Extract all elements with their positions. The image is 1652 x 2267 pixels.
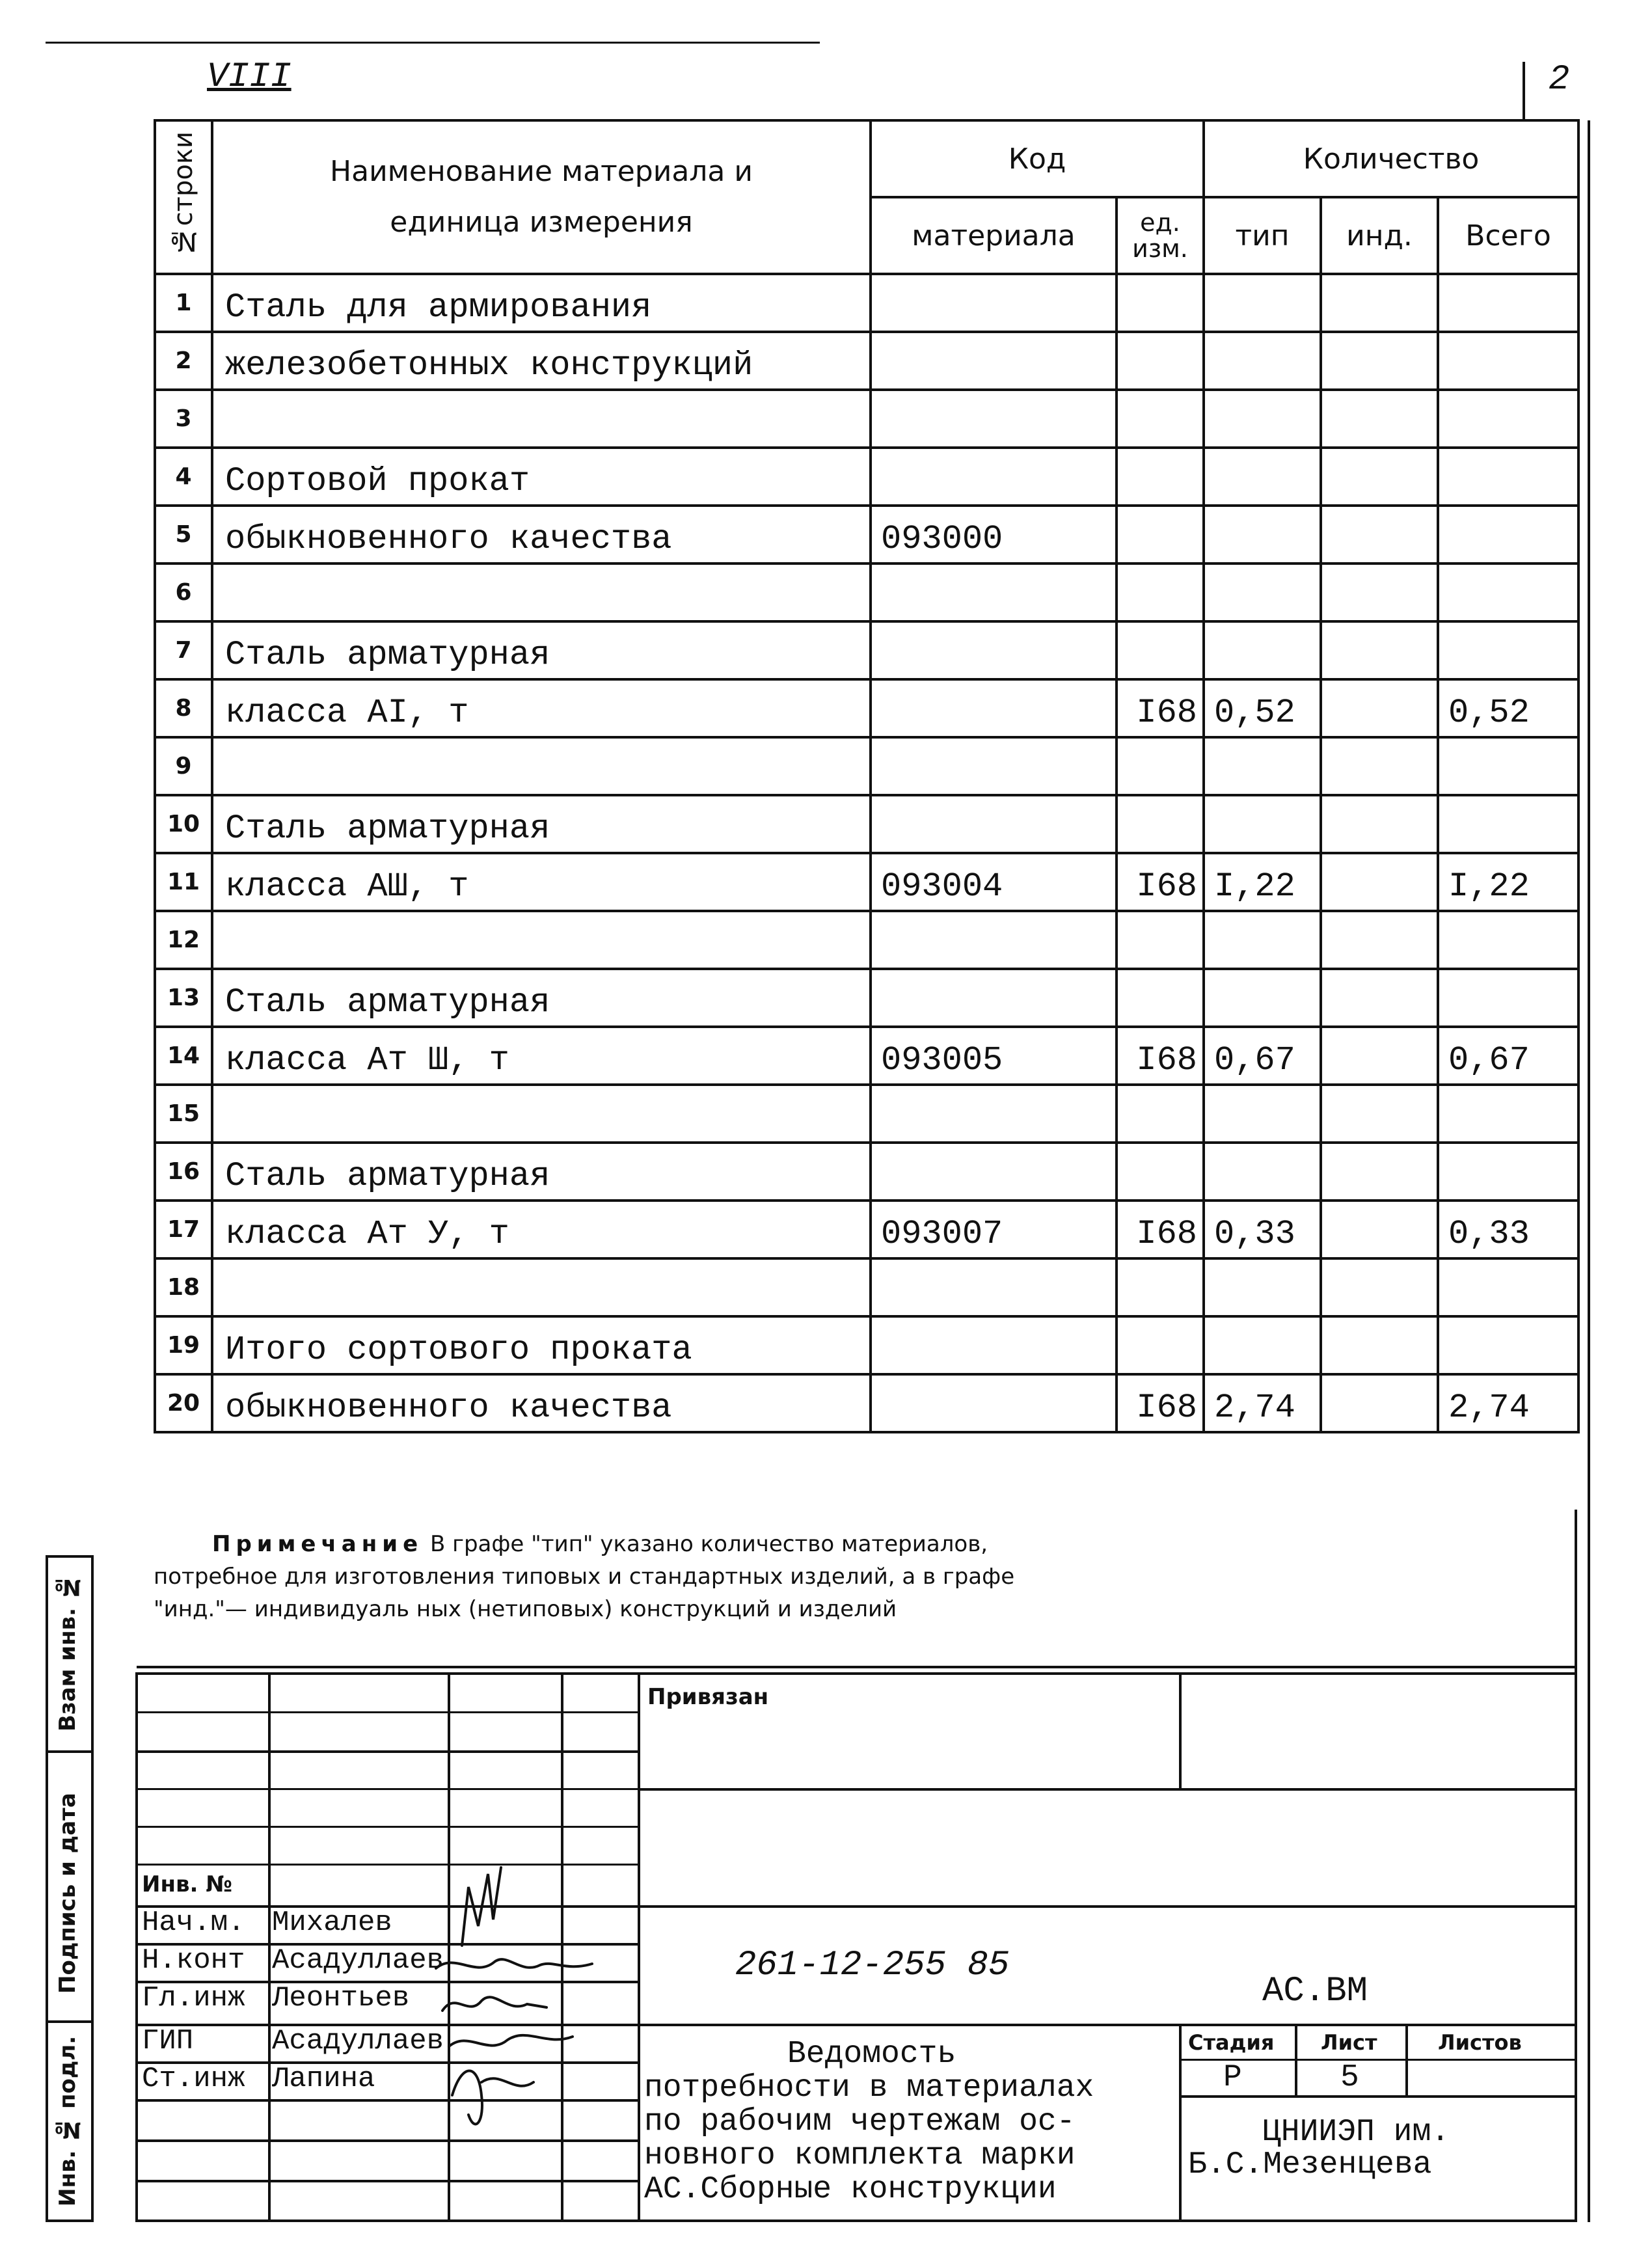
qty-type-cell xyxy=(1204,911,1321,969)
tb-privyazan-split xyxy=(1179,1672,1182,1789)
qty-type-cell: 0,33 xyxy=(1204,1201,1321,1258)
table-row xyxy=(155,853,1578,911)
table-row xyxy=(155,506,1578,563)
tb-stage-col-1 xyxy=(1295,2024,1297,2097)
material-code-cell xyxy=(871,737,1117,795)
table-row xyxy=(155,274,1578,332)
table-row xyxy=(155,563,1578,621)
row-number-cell: 14 xyxy=(155,1027,212,1085)
tb-stage-split xyxy=(1179,2024,1182,2222)
top-right-tick xyxy=(1523,62,1525,120)
qty-type-cell xyxy=(1204,969,1321,1027)
qty-ind-cell xyxy=(1321,737,1438,795)
qty-type-cell: 2,74 xyxy=(1204,1374,1321,1432)
table-row xyxy=(155,1201,1578,1258)
person-name: Асадуллаев xyxy=(272,1944,444,1977)
row-number-cell: 20 xyxy=(155,1374,212,1432)
qty-total-cell: 0,67 xyxy=(1438,1027,1578,1085)
material-code-cell xyxy=(871,1258,1117,1316)
material-code-cell xyxy=(871,274,1117,332)
table-row xyxy=(155,390,1578,448)
table-row xyxy=(155,911,1578,969)
material-name-cell: Итого сортового проката xyxy=(212,1316,871,1374)
top-rule xyxy=(46,42,820,44)
sheet-value: 5 xyxy=(1340,2060,1359,2095)
row-number-cell: 2 xyxy=(155,332,212,390)
tb-row-4 xyxy=(135,1826,639,1828)
material-code-cell xyxy=(871,1085,1117,1143)
unit-code-cell: I68 xyxy=(1117,1201,1204,1258)
qty-type-cell xyxy=(1204,274,1321,332)
table-row xyxy=(155,1143,1578,1201)
stage-value: Р xyxy=(1223,2060,1242,2095)
row-number-cell: 13 xyxy=(155,969,212,1027)
org-line-2: Б.С.Мезенцева xyxy=(1188,2147,1432,2182)
qty-total-cell xyxy=(1438,795,1578,853)
material-name-cell xyxy=(212,1258,871,1316)
header-name: Наименование материала и единица измерения xyxy=(212,120,871,274)
material-name-cell xyxy=(212,737,871,795)
qty-ind-cell xyxy=(1321,1027,1438,1085)
tb-mid-line xyxy=(638,1905,1577,1908)
stage-label: Стадия xyxy=(1188,2030,1275,2055)
unit-code-cell: I68 xyxy=(1117,1027,1204,1085)
note xyxy=(154,1528,1064,1625)
qty-total-cell: 2,74 xyxy=(1438,1374,1578,1432)
unit-code-cell: I68 xyxy=(1117,1374,1204,1432)
signature-lapina xyxy=(452,2071,534,2124)
material-name-cell: Сталь арматурная xyxy=(212,1143,871,1201)
qty-ind-cell xyxy=(1321,1316,1438,1374)
tb-stage-row-2 xyxy=(1179,2095,1577,2098)
material-name-cell xyxy=(212,1085,871,1143)
material-name-cell xyxy=(212,390,871,448)
side-label-podpis: Подпись и дата xyxy=(55,1793,81,1994)
tb-title-top xyxy=(638,2024,1577,2026)
header-qty-total: Всего xyxy=(1438,197,1578,274)
unit-code-cell xyxy=(1117,274,1204,332)
header-qty-type: тип xyxy=(1204,197,1321,274)
unit-code-cell xyxy=(1117,911,1204,969)
qty-type-cell: I,22 xyxy=(1204,853,1321,911)
qty-ind-cell xyxy=(1321,1085,1438,1143)
qty-ind-cell xyxy=(1321,853,1438,911)
unit-code-cell xyxy=(1117,969,1204,1027)
person-name: Асадуллаев xyxy=(272,2025,444,2057)
row-number-cell: 18 xyxy=(155,1258,212,1316)
unit-code-cell xyxy=(1117,332,1204,390)
material-name-cell: обыкновенного качества xyxy=(212,506,871,563)
material-name-cell: класса AШ, т xyxy=(212,853,871,911)
unit-code-cell xyxy=(1117,621,1204,679)
row-number-cell: 4 xyxy=(155,448,212,506)
row-number-cell: 7 xyxy=(155,621,212,679)
material-code-cell: 093004 xyxy=(871,853,1117,911)
qty-ind-cell xyxy=(1321,621,1438,679)
unit-code-cell xyxy=(1117,390,1204,448)
qty-total-cell xyxy=(1438,1316,1578,1374)
sheets-label: Листов xyxy=(1438,2030,1522,2055)
row-number-cell: 12 xyxy=(155,911,212,969)
table-row xyxy=(155,1085,1578,1143)
qty-total-cell xyxy=(1438,274,1578,332)
doc-title-2: потребности в материалах xyxy=(644,2070,1094,2106)
unit-code-cell xyxy=(1117,448,1204,506)
tb-row-13 xyxy=(135,2180,639,2182)
qty-type-cell xyxy=(1204,1085,1321,1143)
qty-total-cell: 0,33 xyxy=(1438,1201,1578,1258)
qty-ind-cell xyxy=(1321,1258,1438,1316)
unit-code-cell: I68 xyxy=(1117,679,1204,737)
materials-table xyxy=(154,119,1580,1433)
qty-type-cell xyxy=(1204,563,1321,621)
qty-type-cell xyxy=(1204,332,1321,390)
qty-type-cell xyxy=(1204,506,1321,563)
header-code: Код xyxy=(871,120,1204,197)
qty-total-cell: 0,52 xyxy=(1438,679,1578,737)
material-name-cell: Сталь для армирования xyxy=(212,274,871,332)
tb-row-1 xyxy=(135,1711,639,1713)
qty-ind-cell xyxy=(1321,1143,1438,1201)
row-number-cell: 15 xyxy=(155,1085,212,1143)
material-code-cell xyxy=(871,795,1117,853)
person-name: Лапина xyxy=(272,2063,375,2095)
material-name-cell xyxy=(212,911,871,969)
qty-ind-cell xyxy=(1321,1201,1438,1258)
material-code-cell xyxy=(871,390,1117,448)
qty-ind-cell xyxy=(1321,679,1438,737)
qty-type-cell xyxy=(1204,1316,1321,1374)
material-code-cell xyxy=(871,332,1117,390)
qty-total-cell xyxy=(1438,390,1578,448)
qty-ind-cell xyxy=(1321,390,1438,448)
row-number-cell: 6 xyxy=(155,563,212,621)
material-name-cell: класса AI, т xyxy=(212,679,871,737)
tb-row-2 xyxy=(135,1750,639,1753)
table-row xyxy=(155,621,1578,679)
table-row xyxy=(155,1374,1578,1432)
note-bottom-rule xyxy=(137,1666,1577,1668)
row-number-cell: 16 xyxy=(155,1143,212,1201)
person-role: Н.конт xyxy=(142,1944,245,1977)
table-row xyxy=(155,969,1578,1027)
tb-bottom xyxy=(135,2219,1577,2222)
doc-mark: АС.ВМ xyxy=(1262,1972,1368,2011)
person-name: Михалев xyxy=(272,1907,392,1939)
signature-asadullaev-2 xyxy=(449,2035,573,2046)
tb-row-3 xyxy=(135,1788,639,1790)
row-number-cell: 19 xyxy=(155,1316,212,1374)
margin-frame-top xyxy=(46,1555,91,1558)
qty-type-cell xyxy=(1204,448,1321,506)
person-role: Гл.инж xyxy=(142,1982,245,2015)
qty-ind-cell xyxy=(1321,563,1438,621)
qty-type-cell xyxy=(1204,1258,1321,1316)
row-number-cell: 1 xyxy=(155,274,212,332)
material-name-cell: Сортовой прокат xyxy=(212,448,871,506)
material-code-cell xyxy=(871,969,1117,1027)
qty-total-cell xyxy=(1438,621,1578,679)
unit-code-cell xyxy=(1117,506,1204,563)
qty-total-cell xyxy=(1438,506,1578,563)
table-row xyxy=(155,795,1578,853)
qty-total-cell xyxy=(1438,1143,1578,1201)
header-qty: Количество xyxy=(1204,120,1578,197)
unit-code-cell xyxy=(1117,737,1204,795)
margin-divider-1 xyxy=(46,1750,91,1753)
qty-type-cell: 0,67 xyxy=(1204,1027,1321,1085)
note-right-rule xyxy=(1575,1510,1577,2222)
margin-frame-left xyxy=(46,1555,48,2222)
signature-leontiev xyxy=(442,1997,547,2011)
margin-frame-right xyxy=(91,1555,94,2222)
material-name-cell: класса Ат Ш, т xyxy=(212,1027,871,1085)
unit-code-cell xyxy=(1117,795,1204,853)
material-code-cell xyxy=(871,563,1117,621)
unit-code-cell xyxy=(1117,1316,1204,1374)
qty-ind-cell xyxy=(1321,1374,1438,1432)
qty-type-cell xyxy=(1204,1143,1321,1201)
tb-row-12 xyxy=(135,2139,639,2142)
sheet-label: Лист xyxy=(1321,2030,1377,2055)
row-number-cell: 3 xyxy=(155,390,212,448)
material-name-cell: Сталь арматурная xyxy=(212,969,871,1027)
row-number-cell: 11 xyxy=(155,853,212,911)
material-name-cell: Сталь арматурная xyxy=(212,621,871,679)
margin-frame-bottom xyxy=(46,2219,91,2222)
qty-total-cell xyxy=(1438,911,1578,969)
doc-title-5: АС.Сборные конструкции xyxy=(644,2172,1057,2207)
person-role: Ст.инж xyxy=(142,2063,245,2095)
doc-title-4: новного комплекта марки xyxy=(644,2138,1076,2173)
header-code-material: материала xyxy=(871,197,1117,274)
qty-ind-cell xyxy=(1321,506,1438,563)
qty-type-cell xyxy=(1204,737,1321,795)
material-code-cell: 093005 xyxy=(871,1027,1117,1085)
qty-ind-cell xyxy=(1321,911,1438,969)
signatures-drawing xyxy=(416,1848,625,2134)
qty-total-cell xyxy=(1438,1085,1578,1143)
roman-mark: VIII xyxy=(207,57,291,97)
row-number-cell: 5 xyxy=(155,506,212,563)
person-name: Леонтьев xyxy=(272,1982,410,2015)
tb-stage-col-2 xyxy=(1405,2024,1408,2097)
org-line-1: ЦНИИЭП им. xyxy=(1262,2115,1450,2150)
material-code-cell: 093007 xyxy=(871,1201,1117,1258)
unit-code-cell xyxy=(1117,1258,1204,1316)
qty-ind-cell xyxy=(1321,274,1438,332)
qty-type-cell xyxy=(1204,390,1321,448)
qty-type-cell xyxy=(1204,621,1321,679)
privyazan-label: Привязан xyxy=(647,1684,769,1710)
side-label-inv: Инв. № подл. xyxy=(55,2035,81,2207)
tb-top xyxy=(137,1672,1577,1675)
table-row xyxy=(155,448,1578,506)
table-row xyxy=(155,332,1578,390)
qty-total-cell xyxy=(1438,448,1578,506)
qty-ind-cell xyxy=(1321,448,1438,506)
material-name-cell: обыкновенного качества xyxy=(212,1374,871,1432)
table-row xyxy=(155,679,1578,737)
qty-total-cell xyxy=(1438,737,1578,795)
material-code-cell xyxy=(871,448,1117,506)
margin-divider-2 xyxy=(46,2020,91,2023)
person-role: Нач.м. xyxy=(142,1907,245,1939)
qty-total-cell xyxy=(1438,1258,1578,1316)
row-number-cell: 17 xyxy=(155,1201,212,1258)
signature-asadullaev-1 xyxy=(436,1959,592,1968)
right-border xyxy=(1588,120,1590,2222)
header-code-unit: ед. изм. xyxy=(1117,197,1204,274)
unit-code-cell: I68 xyxy=(1117,853,1204,911)
note-lead: Примечание xyxy=(212,1531,424,1557)
table-row xyxy=(155,1316,1578,1374)
qty-type-cell: 0,52 xyxy=(1204,679,1321,737)
qty-total-cell: I,22 xyxy=(1438,853,1578,911)
doc-title-1: Ведомость xyxy=(787,2037,956,2072)
table-row xyxy=(155,1027,1578,1085)
material-code-cell xyxy=(871,1316,1117,1374)
material-code-cell: 093000 xyxy=(871,506,1117,563)
corner-number: 2 xyxy=(1549,60,1570,100)
note-text: В графе "тип" указано количество материалов, потребное для изготовления типовых и стандартных изделий, а в графе "инд."— индивидуаль ных (нетиповых) конструкций и изделий xyxy=(154,1531,1015,1622)
header-qty-ind: инд. xyxy=(1321,197,1438,274)
unit-code-cell xyxy=(1117,1143,1204,1201)
qty-type-cell xyxy=(1204,795,1321,853)
person-role: ГИП xyxy=(142,2025,194,2057)
qty-total-cell xyxy=(1438,563,1578,621)
qty-total-cell xyxy=(1438,969,1578,1027)
doc-title-3: по рабочим чертежам ос- xyxy=(644,2104,1076,2139)
material-code-cell xyxy=(871,679,1117,737)
doc-number: 261-12-255 85 xyxy=(735,1946,1010,1985)
material-code-cell xyxy=(871,911,1117,969)
row-number-cell: 10 xyxy=(155,795,212,853)
signature-mikhalev xyxy=(462,1867,501,1946)
inv-no-label: Инв. № xyxy=(142,1871,233,1897)
table-row xyxy=(155,1258,1578,1316)
material-code-cell xyxy=(871,1374,1117,1432)
material-name-cell: железобетонных конструкций xyxy=(212,332,871,390)
unit-code-cell xyxy=(1117,563,1204,621)
material-name-cell: класса Ат У, т xyxy=(212,1201,871,1258)
row-number-cell: 9 xyxy=(155,737,212,795)
qty-total-cell xyxy=(1438,332,1578,390)
qty-ind-cell xyxy=(1321,795,1438,853)
tb-privyazan-bottom xyxy=(638,1788,1577,1791)
row-number-cell: 8 xyxy=(155,679,212,737)
side-label-vzam: Взам инв. № xyxy=(55,1574,81,1731)
material-name-cell xyxy=(212,563,871,621)
material-name-cell: Сталь арматурная xyxy=(212,795,871,853)
table-row xyxy=(155,737,1578,795)
material-code-cell xyxy=(871,1143,1117,1201)
unit-code-cell xyxy=(1117,1085,1204,1143)
qty-ind-cell xyxy=(1321,969,1438,1027)
material-code-cell xyxy=(871,621,1117,679)
qty-ind-cell xyxy=(1321,332,1438,390)
header-row-no: №строки xyxy=(155,120,212,274)
